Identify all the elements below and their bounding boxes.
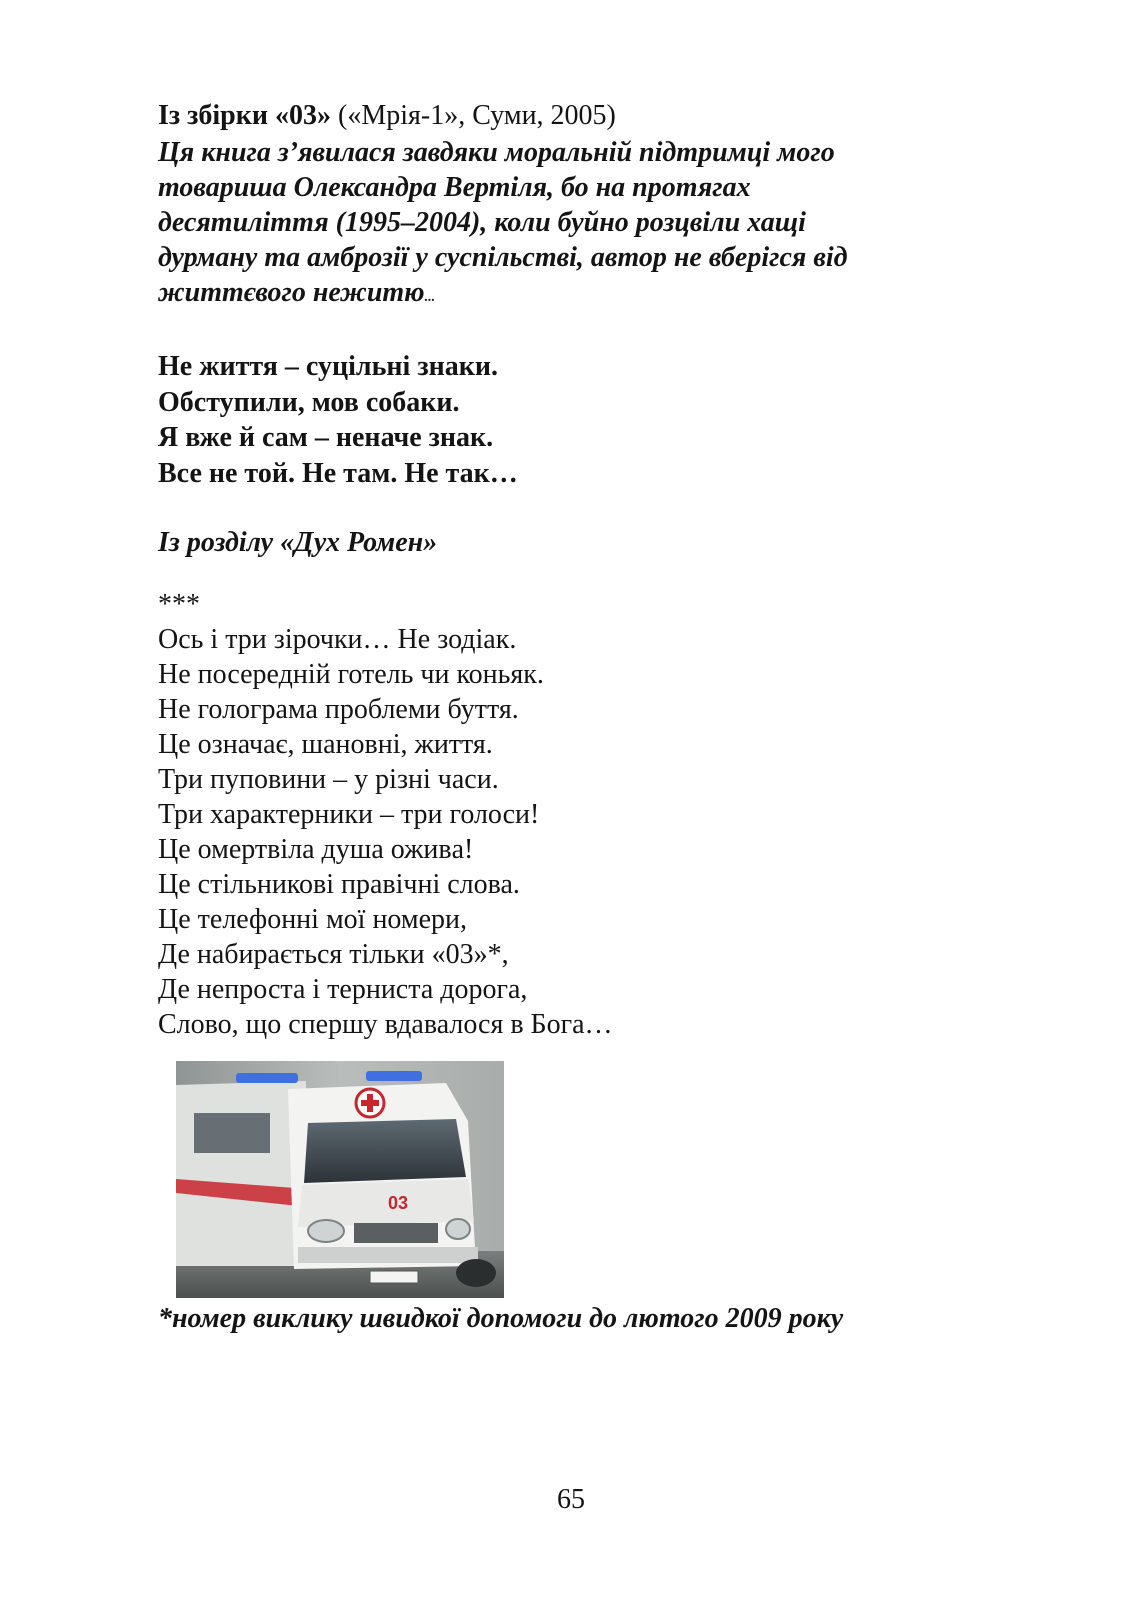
- headlight-right: [446, 1219, 470, 1239]
- section-title: Із розділу «Дух Ромен»: [158, 527, 438, 558]
- grille: [354, 1223, 438, 1243]
- intro-paragraph: [158, 135, 986, 315]
- roof-light-right: [366, 1071, 422, 1081]
- poem-line: Це телефонні мої номери,: [158, 904, 468, 935]
- bumper: [298, 1247, 478, 1263]
- intro-line: товариша Олександра Вертіля, бо на протягах: [158, 172, 751, 203]
- collection-details: («Мрія-1», Суми, 2005): [331, 100, 616, 131]
- front-wheel-shadow: [456, 1259, 496, 1287]
- poem-stars: ***: [158, 589, 200, 620]
- ambulance-photo: [176, 1061, 504, 1298]
- epigraph: [158, 349, 518, 491]
- epigraph-line: Все не той. Не там. Не так…: [158, 457, 518, 489]
- poem-line: Три пуповини – у різні часи.: [158, 764, 499, 795]
- red-cross-emblem: [356, 1089, 384, 1117]
- poem-line: Не голограма проблеми буття.: [158, 694, 519, 725]
- poem-line: Це означає, шановні, життя.: [158, 729, 493, 760]
- poem-line: Це омертвіла душа оживa!: [158, 834, 474, 865]
- poem-line: Де набирається тільки «03»*,: [158, 939, 509, 970]
- poem-line: Слово, що спершу вдавалося в Бога…: [158, 1009, 613, 1040]
- headlight-left: [308, 1220, 344, 1242]
- side-window: [194, 1113, 270, 1153]
- poem-line: Це стільникові правічні слова.: [158, 869, 520, 900]
- intro-ellipsis: ...: [424, 290, 436, 305]
- intro-line: Ця книга з’явилася завдяки моральній підтримці мого: [158, 137, 835, 168]
- poem-line: Де непроста і терниста дорога,: [158, 974, 528, 1005]
- intro-line: життєвого нежитю: [158, 277, 425, 308]
- intro-line: дурману та амброзії у суспільстві, автор не вберігся від: [158, 242, 848, 273]
- epigraph-line: Не життя – суцільні знаки.: [158, 351, 498, 382]
- license-plate: [370, 1271, 418, 1283]
- epigraph-line: Обступили, мов собаки.: [158, 386, 460, 418]
- poem: [158, 587, 613, 1042]
- header-prefix: Із збірки: [158, 100, 276, 131]
- poem-line: Не посередній готель чи коньяк.: [158, 659, 544, 690]
- windshield: [304, 1119, 466, 1183]
- van-number: 03: [387, 1193, 409, 1213]
- collection-header: [158, 98, 616, 133]
- footnote: *номер виклику швидкої допомоги до лютого 2009 року: [158, 1303, 844, 1334]
- roof-light-left: [236, 1073, 298, 1083]
- poem-line: Три характерники – три голоси!: [158, 799, 540, 830]
- collection-title: «03»: [275, 100, 332, 131]
- poem-line: Ось і три зірочки… Не зодіак.: [158, 624, 517, 655]
- intro-line: десятиліття (1995–2004), коли буйно розцвіли хащі: [158, 207, 806, 238]
- page-number: 65: [557, 1484, 585, 1515]
- epigraph-line: Я вже й сам – неначе знак.: [158, 422, 494, 453]
- intro-line-last: [158, 275, 986, 315]
